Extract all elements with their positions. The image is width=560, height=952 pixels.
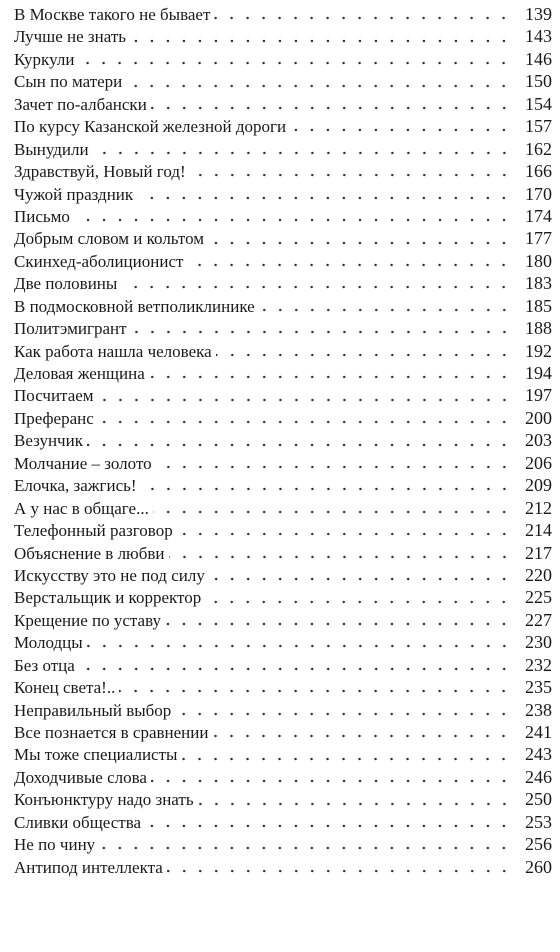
toc-entry [14, 3, 552, 25]
toc-entry-title: Доходчивые слова [14, 767, 147, 787]
toc-entry-page: 220 [525, 564, 552, 585]
toc-entry-page: 235 [525, 677, 552, 698]
toc-entry [14, 25, 552, 47]
toc-entry [14, 138, 552, 160]
toc-entry [14, 205, 552, 227]
toc-entry-page: 139 [525, 4, 552, 24]
toc-entry-page: 174 [525, 205, 552, 226]
toc-dot-leader [93, 151, 512, 155]
toc-dot-leader [131, 330, 512, 334]
toc-entry-title: Скинхед-аболиционист [14, 251, 184, 271]
toc-entry-page: 146 [525, 48, 552, 69]
toc-entry [14, 160, 552, 182]
toc-entry [14, 295, 552, 317]
toc-entry-page: 250 [525, 789, 552, 810]
toc-dot-leader [259, 308, 512, 312]
toc-entry [14, 811, 552, 833]
toc-dot-leader [151, 106, 512, 110]
toc-entry-title: В подмосковной ветполиклинике [14, 296, 255, 316]
toc-entry [14, 362, 552, 384]
toc-dot-leader [175, 712, 512, 716]
toc-dot-leader [74, 218, 512, 222]
toc-entry-page: 203 [525, 430, 552, 451]
toc-entry-page: 246 [525, 766, 552, 787]
toc-dot-leader [119, 689, 512, 693]
toc-entry [14, 856, 552, 878]
toc-entry-title: Искусству это не под силу [14, 565, 205, 585]
toc-entry-page: 162 [525, 138, 552, 159]
toc-entry-title: Преферанс [14, 408, 94, 428]
toc-dot-leader [149, 375, 512, 379]
toc-entry-page: 180 [525, 250, 552, 271]
toc-dot-leader [87, 644, 512, 648]
toc-entry-title: Деловая женщина [14, 364, 145, 383]
toc-entry-title: По курсу Казанской железной дороги [14, 117, 287, 137]
toc-entry-page: 188 [525, 318, 552, 339]
toc-dot-leader [99, 846, 512, 850]
toc-entry-title: Посчитаем [14, 386, 94, 406]
toc-entry-page: 243 [525, 744, 552, 765]
toc-entry-page: 170 [525, 183, 552, 204]
toc-entry [14, 48, 552, 70]
toc-entry [14, 699, 552, 721]
toc-entry-title: Антипод интеллекта [14, 857, 163, 877]
toc-entry-title: Куркули [14, 49, 75, 69]
toc-entry-page: 185 [525, 295, 552, 316]
toc-entry-page: 253 [525, 811, 552, 832]
toc-entry [14, 183, 552, 205]
toc-entry [14, 317, 552, 339]
toc-entry [14, 452, 552, 474]
toc-entry-title: Здравствуй, Новый год! [14, 162, 186, 182]
toc-entry-page: 150 [525, 71, 552, 92]
toc-entry-title: Елочка, зажгись! [14, 476, 137, 496]
toc-entry [14, 272, 552, 294]
toc-entry [14, 227, 552, 249]
toc-entry [14, 743, 552, 765]
toc-dot-leader [126, 84, 512, 88]
toc-entry-title: В Москве такого не бывает [14, 5, 211, 24]
toc-entry-title: Без отца [14, 655, 75, 675]
toc-entry [14, 429, 552, 451]
toc-entry-title: Объяснение в любви [14, 543, 165, 563]
toc-entry-page: 183 [525, 273, 552, 294]
toc-entry-page: 143 [525, 26, 552, 47]
toc-dot-leader [141, 487, 512, 491]
toc-entry [14, 474, 552, 496]
toc-entry [14, 654, 552, 676]
toc-entry-title: Телефонный разговор [14, 521, 173, 541]
toc-entry [14, 384, 552, 406]
toc-entry-page: 192 [525, 340, 552, 361]
toc-dot-leader [78, 61, 512, 65]
toc-entry-title: Везунчик [14, 431, 83, 451]
toc-dot-leader [209, 577, 512, 581]
toc-entry-title: Конъюнктуру надо знать [14, 790, 194, 810]
toc-entry-title: Сын по матери [14, 72, 123, 92]
toc-entry-title: Чужой праздник [14, 184, 134, 204]
toc-entry [14, 115, 552, 137]
toc-entry-page: 238 [525, 699, 552, 720]
toc-entry-page: 256 [525, 834, 552, 855]
toc-entry-page: 166 [525, 161, 552, 182]
toc-dot-leader [208, 241, 512, 245]
toc-entry-page: 227 [525, 609, 552, 630]
toc-entry-page: 200 [525, 407, 552, 428]
toc-entry [14, 721, 552, 743]
toc-dot-leader [290, 128, 512, 132]
toc-entry-title: Письмо [14, 206, 70, 226]
toc-entry-title: Неправильный выбор [14, 700, 172, 720]
toc-entry-title: Все познается в сравнении [14, 723, 209, 742]
toc-entry-page: 197 [525, 385, 552, 406]
toc-dot-leader [216, 353, 512, 357]
toc-entry-title: Политэмигрант [14, 319, 127, 339]
toc-entry-title: А у нас в общаге... [14, 498, 149, 518]
toc-entry-title: Вынудили [14, 139, 89, 159]
toc-entry-page: 157 [525, 116, 552, 137]
toc-dot-leader [98, 420, 512, 424]
toc-dot-leader [214, 16, 512, 20]
toc-dot-leader [177, 532, 512, 536]
toc-entry-page: 209 [525, 475, 552, 496]
toc-entry-title: Лучше не знать [14, 27, 127, 47]
toc-dot-leader [153, 510, 512, 514]
toc-entry [14, 93, 552, 115]
toc-entry-page: 241 [525, 722, 552, 742]
toc-entry-title: Две половины [14, 274, 118, 294]
toc-dot-leader [145, 824, 512, 828]
toc-dot-leader [151, 779, 512, 783]
toc-dot-leader [187, 263, 512, 267]
toc-dot-leader [190, 173, 512, 177]
toc-entry [14, 564, 552, 586]
toc-dot-leader [181, 757, 512, 761]
toc-entry-page: 154 [525, 93, 552, 114]
toc-entry [14, 833, 552, 855]
toc-dot-leader [130, 39, 512, 43]
toc-entry-page: 225 [525, 587, 552, 608]
toc-entry [14, 340, 552, 362]
toc-entry-page: 217 [525, 542, 552, 563]
toc-dot-leader [169, 555, 512, 559]
toc-entry [14, 788, 552, 810]
toc-dot-leader [205, 600, 512, 604]
toc-entry-page: 212 [525, 497, 552, 518]
toc-entry-page: 230 [525, 632, 552, 653]
toc-entry-title: Крещение по уставу [14, 610, 162, 630]
toc-entry [14, 766, 552, 788]
toc-entry-title: Как работа нашла человека [14, 341, 212, 361]
toc-entry-title: Не по чину [14, 835, 96, 855]
toc-entry [14, 676, 552, 698]
toc-entry-title: Конец света!.. [14, 678, 116, 698]
toc-dot-leader [87, 443, 512, 447]
toc-entry [14, 542, 552, 564]
toc-entry-title: Молчание – золото [14, 453, 152, 473]
toc-entry [14, 631, 552, 653]
toc-entry-title: Верстальщик и корректор [14, 588, 202, 608]
toc-entry-title: Мы тоже специалисты [14, 745, 178, 765]
toc-entry-title: Зачет по-албански [14, 94, 147, 114]
toc-entry [14, 519, 552, 541]
toc-dot-leader [156, 465, 512, 469]
toc-entry-page: 177 [525, 228, 552, 249]
toc-entry-title: Молодцы [14, 633, 83, 653]
toc-entry [14, 609, 552, 631]
toc-entry-page: 232 [525, 654, 552, 675]
toc-entry [14, 586, 552, 608]
toc-entry-page: 206 [525, 452, 552, 473]
toc-dot-leader [198, 802, 512, 806]
toc-entry [14, 70, 552, 92]
toc-entry-page: 194 [525, 363, 552, 383]
toc-dot-leader [121, 285, 512, 289]
toc-entry [14, 407, 552, 429]
toc-entry [14, 250, 552, 272]
toc-dot-leader [79, 667, 512, 671]
toc-dot-leader [212, 734, 512, 738]
toc-entry-page: 214 [525, 520, 552, 541]
toc-dot-leader [167, 869, 512, 873]
toc-entry-title: Сливки общества [14, 812, 142, 832]
toc-dot-leader [98, 398, 512, 402]
toc-entry [14, 497, 552, 519]
toc-entry-page: 260 [525, 856, 552, 877]
toc-entry-title: Добрым словом и кольтом [14, 229, 205, 249]
toc-dot-leader [137, 196, 512, 200]
toc-dot-leader [165, 622, 512, 626]
